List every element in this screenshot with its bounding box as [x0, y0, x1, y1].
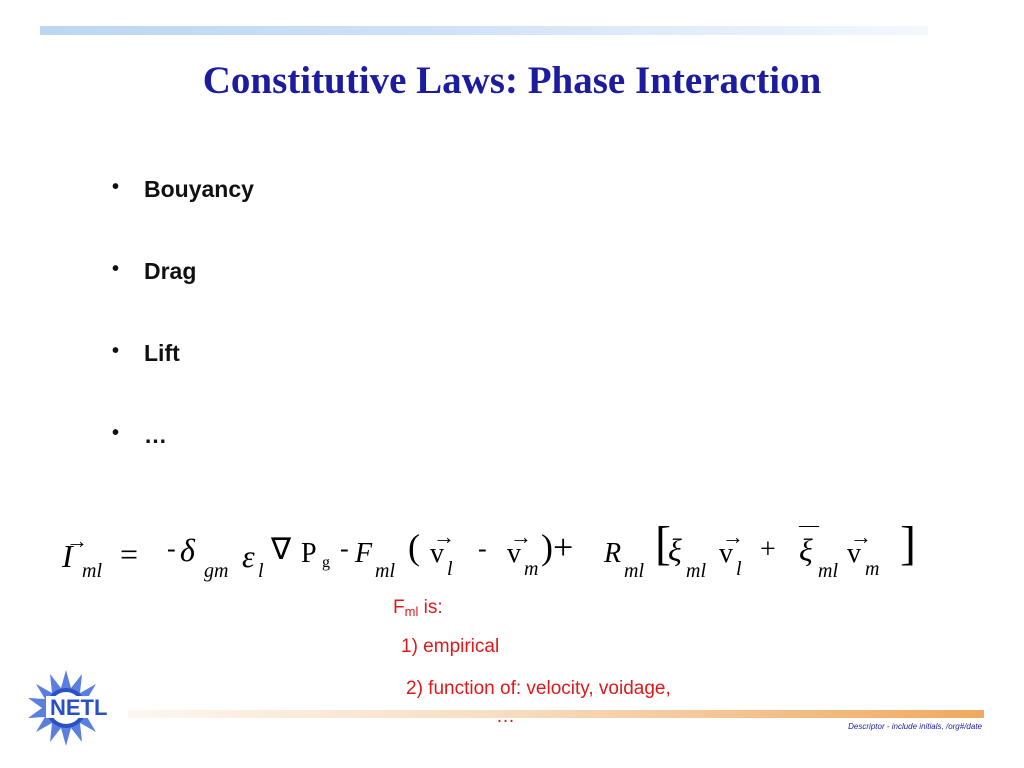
eq-rparen-plus: )+	[541, 527, 574, 567]
eq-v: v	[430, 538, 444, 569]
eq-v-sub: m	[865, 558, 880, 580]
vector-arrow: →	[722, 524, 744, 549]
vector-arrow: →	[66, 528, 88, 553]
eq-R: R	[604, 538, 622, 569]
vector-arrow: →	[433, 524, 455, 549]
note-heading	[393, 597, 443, 619]
eq-I: I	[62, 538, 73, 574]
eq-minus: -	[340, 534, 349, 563]
interaction-force-equation	[52, 514, 932, 588]
eq-nabla: ∇	[271, 533, 292, 566]
eq-xi-bar: ξ	[799, 532, 813, 568]
eq-R-sub: ml	[624, 560, 644, 582]
bullet-dot: •	[112, 176, 120, 198]
eq-P: P	[301, 538, 317, 569]
overline-bar: —	[799, 514, 819, 536]
bullet-dot: •	[112, 340, 120, 362]
footer-descriptor: Descriptor - include initials, /org#/date	[848, 722, 982, 731]
eq-epsilon: ε	[242, 538, 255, 574]
eq-F-sub: ml	[375, 560, 395, 582]
eq-delta-sub: gm	[204, 560, 229, 582]
eq-minus: -	[167, 534, 176, 563]
slide-title: Constitutive Laws: Phase Interaction	[202, 59, 822, 102]
eq-v-sub: l	[447, 558, 453, 580]
top-decorative-bar	[40, 26, 928, 35]
eq-P-sub: g	[322, 554, 330, 571]
eq-epsilon-sub: l	[258, 560, 264, 582]
vector-arrow: →	[510, 524, 532, 549]
bullet-text: Bouyancy	[144, 176, 254, 202]
eq-I-sub: ml	[82, 560, 102, 582]
eq-lparen: (	[408, 527, 420, 567]
bullet-text: Lift	[144, 340, 180, 366]
note-F-sub: ml	[404, 604, 419, 619]
note-is: is:	[418, 597, 443, 618]
eq-v-sub: m	[524, 558, 539, 580]
bullet-dot: •	[112, 258, 120, 280]
eq-rbracket: ]	[900, 517, 916, 570]
vector-arrow: →	[850, 524, 872, 549]
eq-minus: -	[478, 534, 487, 563]
eq-xi-sub: ml	[818, 560, 838, 582]
eq-delta: δ	[180, 532, 195, 568]
bullet-text: Drag	[144, 258, 197, 284]
eq-xi: ξ	[668, 532, 682, 568]
eq-plus: +	[760, 534, 776, 565]
bullet-dot: •	[112, 422, 120, 444]
bottom-decorative-bar	[128, 710, 984, 718]
eq-F: F	[355, 538, 373, 569]
eq-xi-sub: ml	[686, 560, 706, 582]
eq-v-sub: l	[736, 558, 742, 580]
eq-v: v	[847, 538, 861, 569]
eq-v: v	[507, 538, 521, 569]
eq-v: v	[719, 538, 733, 569]
bullet-text: …	[144, 422, 167, 448]
logo-text: NETL	[50, 695, 108, 720]
eq-equals: =	[120, 536, 139, 572]
netl-logo	[26, 666, 130, 750]
note-line-empirical: 1) empirical	[401, 636, 500, 657]
eq-lbracket: [	[655, 517, 671, 570]
note-F: F	[393, 597, 405, 618]
note-line-function: 2) function of: velocity, voidage,	[406, 678, 671, 699]
